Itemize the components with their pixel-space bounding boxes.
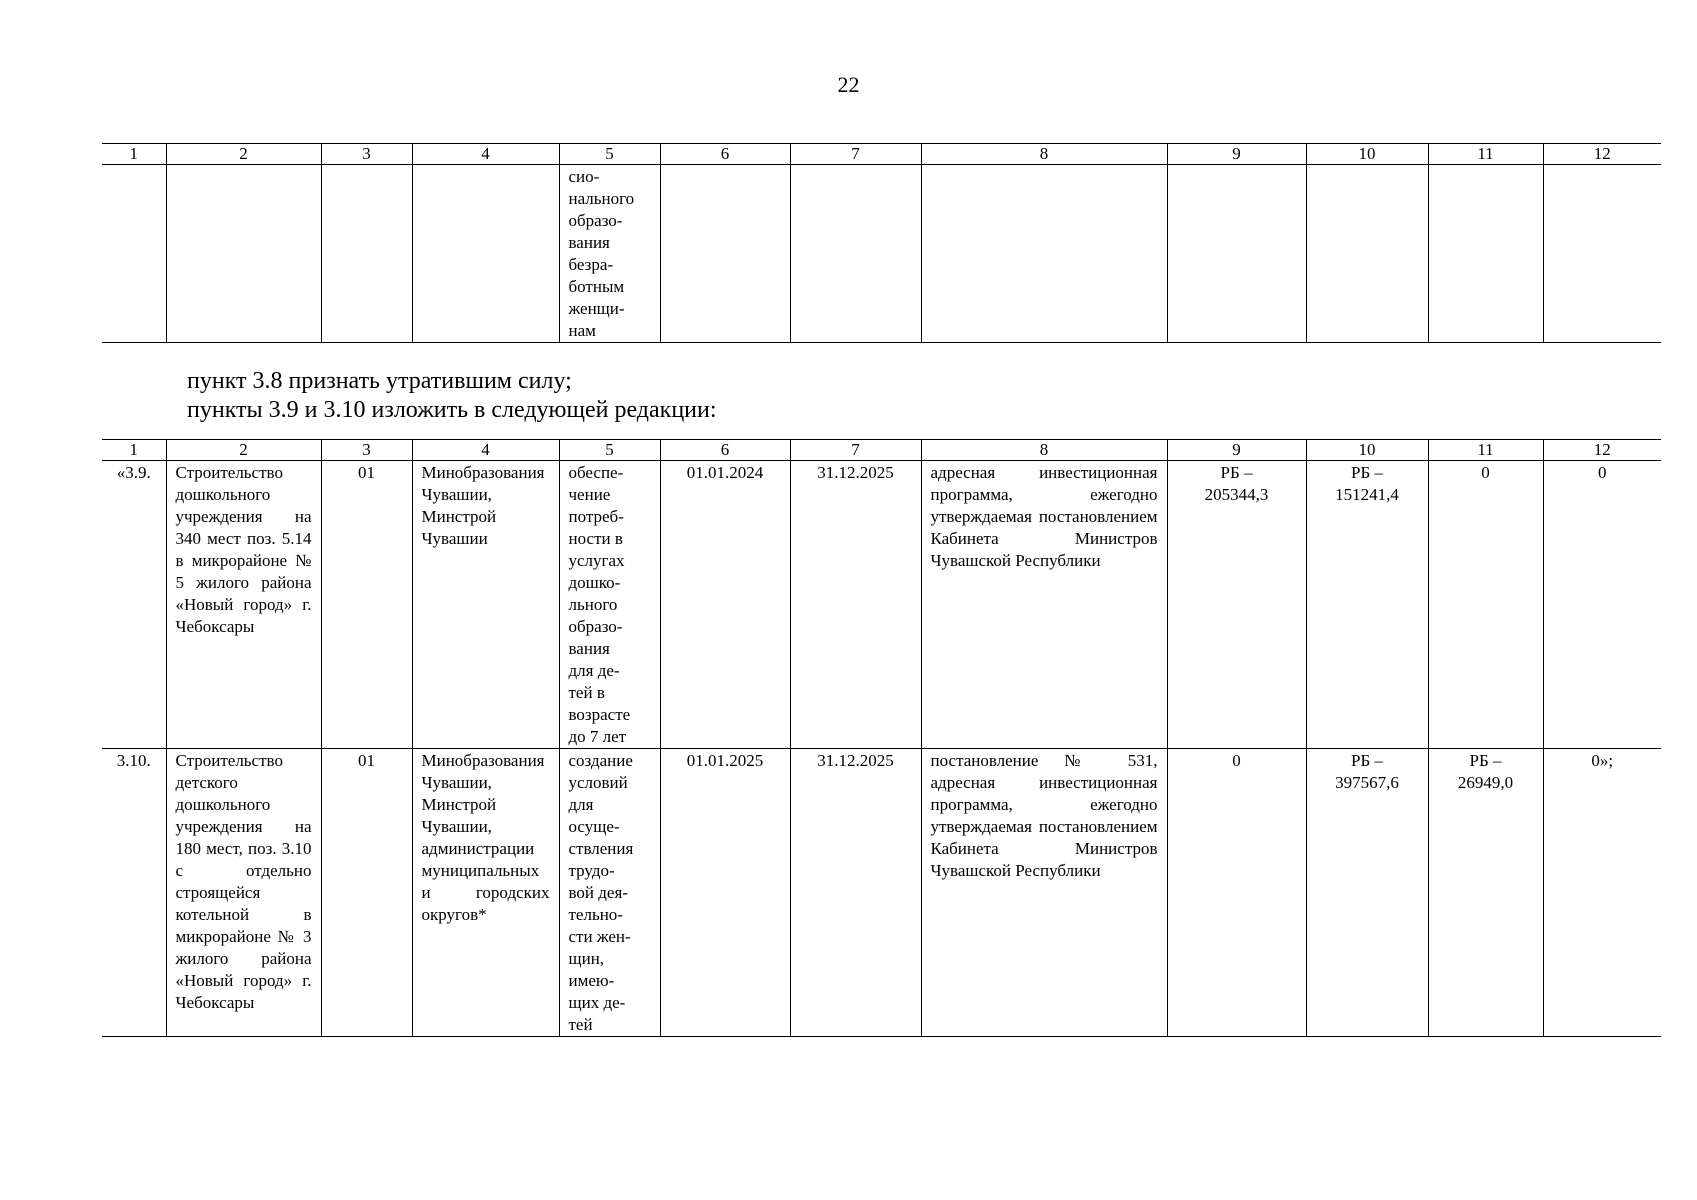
purpose: создание условий для осуще- ствления трудо- вой дея- тельно- сти жен- щин, имею- щих де- тей bbox=[559, 749, 660, 1037]
column-number: 11 bbox=[1428, 144, 1543, 165]
item-number: 3.10. bbox=[102, 749, 166, 1037]
column-number: 3 bbox=[321, 440, 412, 461]
amount-col11: РБ – 26949,0 bbox=[1428, 749, 1543, 1037]
column-number: 5 bbox=[559, 440, 660, 461]
column-number: 2 bbox=[166, 440, 321, 461]
column-number: 9 bbox=[1167, 440, 1306, 461]
paragraph-items-3-9-3-10: пункты 3.9 и 3.10 изложить в следующей редакции: bbox=[187, 397, 717, 423]
column-number: 10 bbox=[1306, 440, 1428, 461]
column-number: 7 bbox=[790, 440, 921, 461]
column-number-row bbox=[102, 440, 1661, 461]
code: 01 bbox=[321, 749, 412, 1037]
column-number: 12 bbox=[1543, 144, 1661, 165]
start-date: 01.01.2024 bbox=[660, 461, 790, 749]
purpose: обеспе- чение потреб- ности в услугах дошко- льного образо- вания для де- тей в возрасте до 7 лет bbox=[559, 461, 660, 749]
column-number: 4 bbox=[412, 144, 559, 165]
column-number: 7 bbox=[790, 144, 921, 165]
executor: Минобразования Чувашии, Минстрой Чувашии bbox=[412, 461, 559, 749]
amount-col12: 0»; bbox=[1543, 749, 1661, 1037]
continuation-purpose-cell: сио- нального образо- вания безра- ботным женщи- нам bbox=[559, 165, 660, 343]
paragraph-item-3-8: пункт 3.8 признать утратившим силу; bbox=[187, 368, 572, 394]
table-row bbox=[102, 165, 1661, 343]
table-continuation bbox=[102, 143, 1661, 343]
column-number: 8 bbox=[921, 144, 1167, 165]
column-number: 6 bbox=[660, 144, 790, 165]
column-number: 6 bbox=[660, 440, 790, 461]
column-number: 4 bbox=[412, 440, 559, 461]
column-number: 12 bbox=[1543, 440, 1661, 461]
start-date: 01.01.2025 bbox=[660, 749, 790, 1037]
end-date: 31.12.2025 bbox=[790, 461, 921, 749]
amount-col9: 0 bbox=[1167, 749, 1306, 1037]
end-date: 31.12.2025 bbox=[790, 749, 921, 1037]
item-number: «3.9. bbox=[102, 461, 166, 749]
amount-col9: РБ – 205344,3 bbox=[1167, 461, 1306, 749]
executor: Минобразования Чувашии, Минстрой Чувашии, администрации муниципальных и городских округов* bbox=[412, 749, 559, 1037]
column-number: 2 bbox=[166, 144, 321, 165]
column-number: 1 bbox=[102, 144, 166, 165]
column-number: 1 bbox=[102, 440, 166, 461]
column-number: 10 bbox=[1306, 144, 1428, 165]
column-number: 9 bbox=[1167, 144, 1306, 165]
amount-col12: 0 bbox=[1543, 461, 1661, 749]
column-number-row bbox=[102, 144, 1661, 165]
basis: адресная инвестиционная программа, ежегодно утверждаемая постановлением Кабинета Министров Чувашской Республики bbox=[921, 461, 1167, 749]
table-items bbox=[102, 439, 1661, 1037]
column-number: 5 bbox=[559, 144, 660, 165]
basis: постановление № 531, адресная инвестиционная программа, ежегодно утверждаемая постановлением Кабинета Министров Чувашской Республики bbox=[921, 749, 1167, 1037]
amount-col10: РБ – 151241,4 bbox=[1306, 461, 1428, 749]
table-row bbox=[102, 461, 1661, 749]
object-name: Строительство дошкольного учреждения на 340 мест поз. 5.14 в микрорайоне № 5 жилого района «Новый город» г. Чебоксары bbox=[166, 461, 321, 749]
column-number: 11 bbox=[1428, 440, 1543, 461]
table-row bbox=[102, 749, 1661, 1037]
object-name: Строительство детского дошкольного учреждения на 180 мест, поз. 3.10 с отдельно строящейся котельной в микрорайоне № 3 жилого района «Новый город» г. Чебоксары bbox=[166, 749, 321, 1037]
page-number: 22 bbox=[837, 72, 860, 97]
column-number: 8 bbox=[921, 440, 1167, 461]
amount-col11: 0 bbox=[1428, 461, 1543, 749]
code: 01 bbox=[321, 461, 412, 749]
column-number: 3 bbox=[321, 144, 412, 165]
amount-col10: РБ – 397567,6 bbox=[1306, 749, 1428, 1037]
